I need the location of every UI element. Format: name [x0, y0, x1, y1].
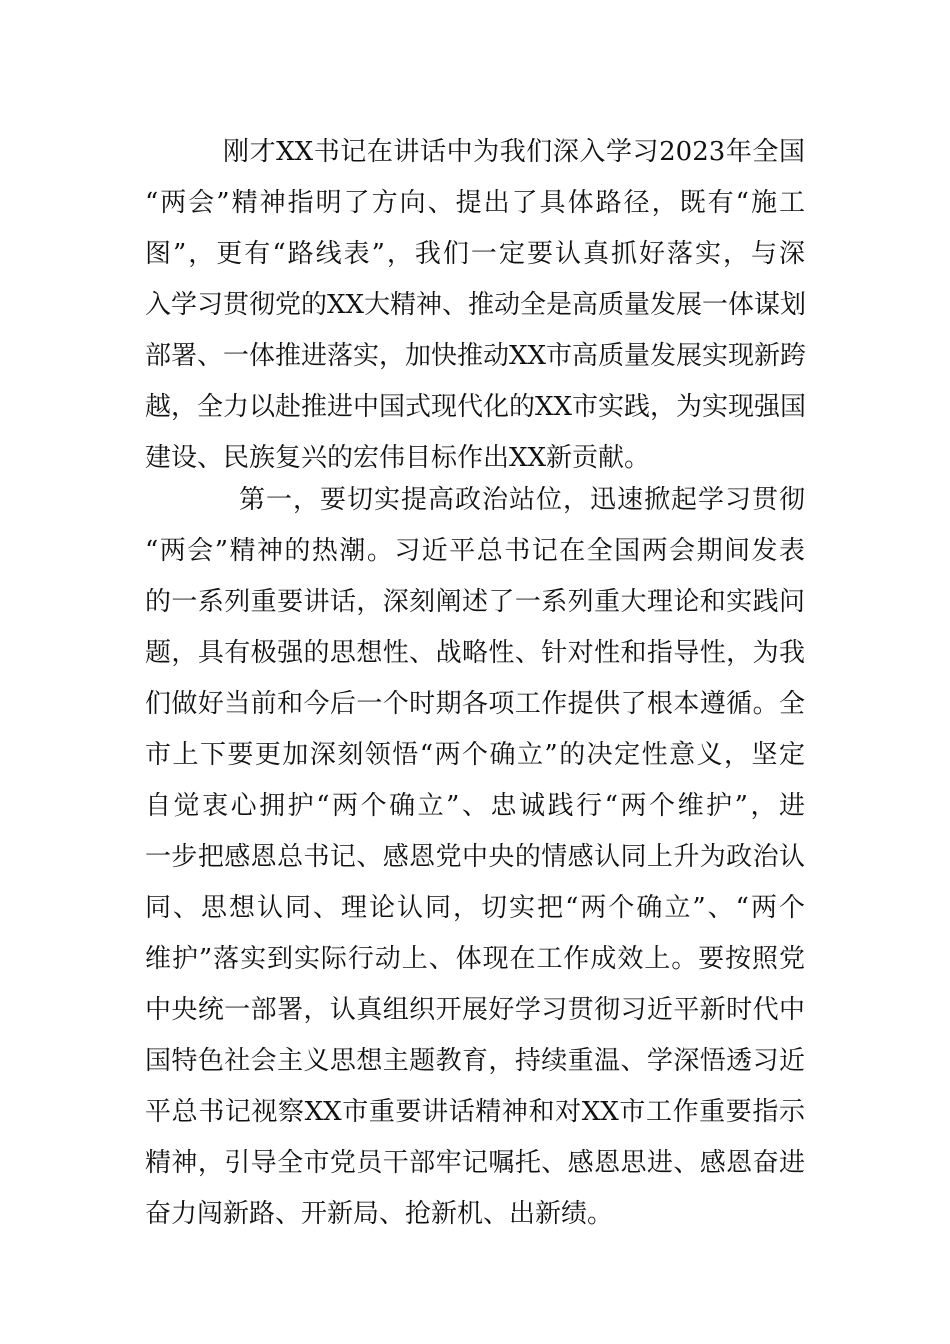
paragraph-line: 奋力闯新路、开新局、抢新机、出新绩。 [145, 1199, 614, 1229]
paragraph-line: 国特色社会主义思想主题教育，持续重温、学深悟透习近 [145, 1046, 805, 1076]
paragraph-line: 一步把感恩总书记、感恩党中央的情感认同上升为政治认 [145, 842, 805, 872]
paragraph-line: 维护”落实到实际行动上、体现在工作成效上。要按照党 [145, 944, 805, 974]
paragraph-line: 题，具有极强的思想性、战略性、针对性和指导性，为我 [145, 638, 805, 668]
paragraph-line: 同、思想认同、理论认同，切实把“两个确立”、“两个 [145, 893, 805, 923]
paragraph-line: 自觉衷心拥护“两个确立”、忠诚践行“两个维护”，进 [145, 791, 805, 821]
paragraph-line: 建设、民族复兴的宏伟目标作出XX新贡献。 [145, 443, 651, 473]
paragraph-line: 的一系列重要讲话，深刻阐述了一系列重大理论和实践问 [145, 587, 805, 617]
paragraph-line: 们做好当前和今后一个时期各项工作提供了根本遵循。全 [145, 689, 805, 719]
paragraph-line: 入学习贯彻党的XX大精神、推动全是高质量发展一体谋划 [145, 290, 807, 320]
paragraph-line: 中央统一部署，认真组织开展好学习贯彻习近平新时代中 [145, 995, 805, 1025]
paragraph-line: 精神，引导全市党员干部牢记嘱托、感恩思进、感恩奋进 [145, 1148, 805, 1178]
paragraph-intro [145, 127, 805, 484]
paragraph-line: 第一，要切实提高政治站位，迅速掀起学习贯彻 [239, 485, 805, 515]
paragraph-line: “两会”精神指明了方向、提出了具体路径，既有“施工 [145, 188, 805, 218]
paragraph-line: 市上下要更加深刻领悟“两个确立”的决定性意义，坚定 [145, 740, 805, 770]
paragraph-line: 越，全力以赴推进中国式现代化的XX市实践，为实现强国 [145, 392, 807, 422]
paragraph-line: 图”，更有“路线表”，我们一定要认真抓好落实，与深 [145, 239, 805, 269]
paragraph-line: 部署、一体推进落实，加快推动XX市高质量发展实现新跨 [145, 341, 807, 371]
paragraph-first-point [145, 475, 805, 1240]
paragraph-line: 刚才XX书记在讲话中为我们深入学习2023年全国 [223, 137, 805, 167]
paragraph-line: 平总书记视察XX市重要讲话精神和对XX市工作重要指示 [145, 1097, 805, 1127]
paragraph-line: “两会”精神的热潮。习近平总书记在全国两会期间发表 [145, 536, 805, 566]
